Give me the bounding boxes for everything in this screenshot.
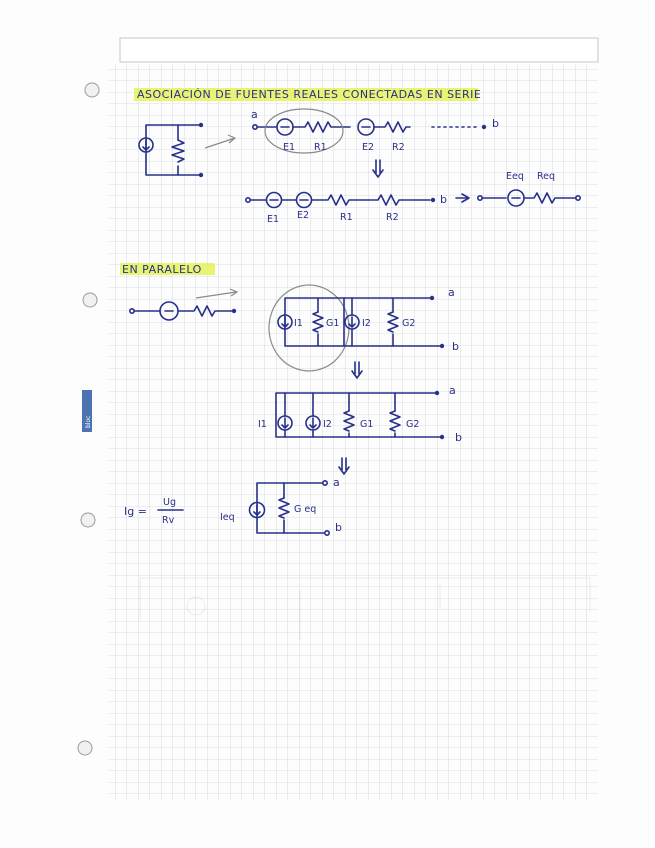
header-box (120, 38, 598, 62)
label-g2: G2 (402, 318, 416, 329)
label-node-a: a (251, 108, 258, 121)
label-eeq: Eeq (506, 171, 524, 182)
label-row2-b: b (440, 193, 447, 206)
formula-denominator: Rv (162, 515, 175, 526)
label-e2: E2 (362, 142, 375, 153)
label-mid-a: a (449, 384, 456, 397)
formula-lhs: Ig = (124, 505, 147, 518)
label-e1: E1 (283, 142, 296, 153)
paralelo-title: EN PARALELO (122, 263, 202, 276)
label-g1: G1 (326, 318, 340, 329)
label-mid-b: b (455, 431, 462, 444)
label-top-b: b (452, 340, 459, 353)
label-row2-e1: E1 (267, 214, 280, 225)
label-mid-i1: I1 (258, 419, 267, 430)
punch-hole (85, 83, 99, 97)
label-i2: I2 (362, 318, 371, 329)
punch-hole (81, 513, 95, 527)
label-mid-g1: G1 (360, 419, 374, 430)
label-mid-i2: I2 (323, 419, 332, 430)
label-ieq: Ieq (220, 512, 235, 523)
label-geq: G eq (294, 504, 317, 515)
label-r1: R1 (314, 142, 327, 153)
label-r2: R2 (392, 142, 405, 153)
label-row2-r1: R1 (340, 212, 353, 223)
label-req: Req (537, 171, 556, 182)
label-i1: I1 (294, 318, 303, 329)
label-node-b: b (492, 117, 499, 130)
label-eq-a: a (333, 476, 340, 489)
side-tab-label: bloc (85, 415, 92, 428)
label-mid-g2: G2 (406, 419, 420, 430)
punch-hole (83, 293, 97, 307)
label-eq-b: b (335, 521, 342, 534)
serie-title: ASOCIACIÓN DE FUENTES REALES CONECTADAS EN SERIE (137, 88, 482, 101)
label-row2-e2: E2 (297, 210, 310, 221)
label-top-a: a (448, 286, 455, 299)
label-row2-r2: R2 (386, 212, 399, 223)
formula-numerator: Ug (163, 497, 176, 508)
punch-hole (78, 741, 92, 755)
